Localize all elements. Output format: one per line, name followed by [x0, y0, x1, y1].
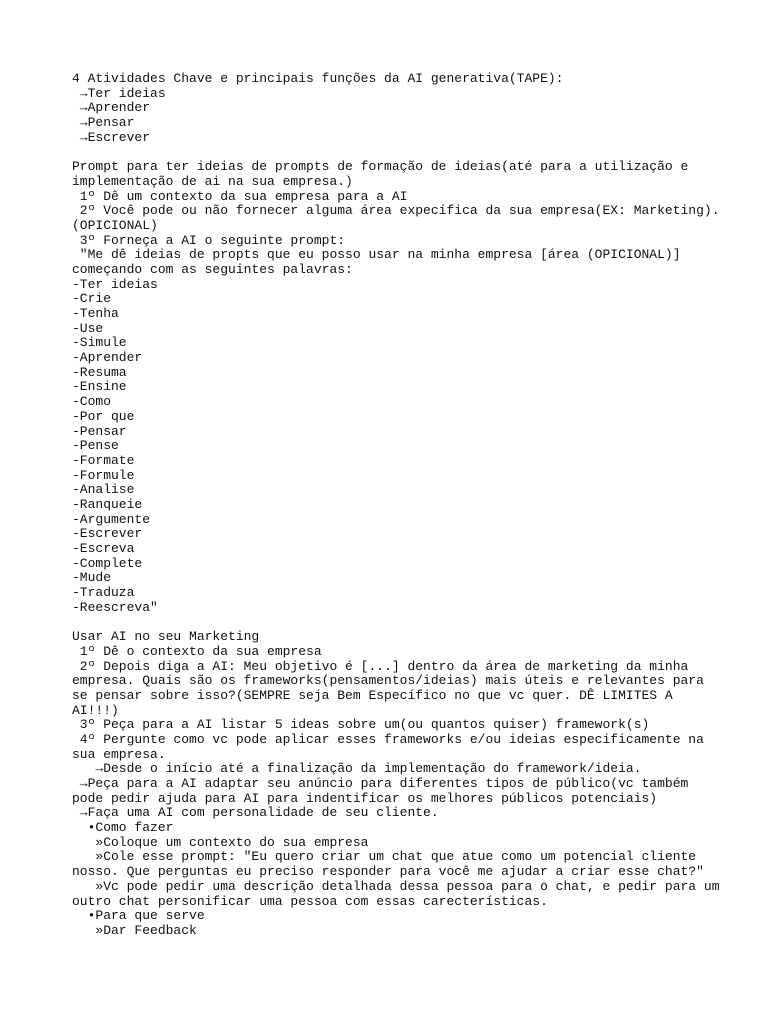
document-line: -Use — [72, 320, 104, 336]
document-line: Prompt para ter ideias de prompts de formação de ideias(até para a utilização e — [72, 159, 689, 175]
document-line: →Pensar — [72, 115, 135, 131]
document-line: -Simule — [72, 335, 127, 351]
document-line: -Aprender — [72, 350, 143, 366]
document-line: -Formule — [72, 467, 135, 483]
document-line: implementação de ai na sua empresa.) — [72, 173, 353, 189]
document-line: empresa. Quais são os frameworks(pensamentos/ideias) mais úteis e relevantes para — [72, 673, 704, 689]
document-line: -Pensar — [72, 423, 127, 439]
document-line: -Formate — [72, 452, 135, 468]
document-line: 2º Você pode ou não fornecer alguma área expecífica da sua empresa(EX: Marketing). — [72, 203, 720, 219]
document-line: »Vc pode pedir uma descrição detalhada dessa pessoa para o chat, e pedir para um — [72, 878, 720, 894]
document-line: •Para que serve — [72, 908, 205, 924]
document-line: →Peça para a AI adaptar seu anúncio para diferentes tipos de público(vc também — [72, 776, 689, 791]
document-line: começando com as seguintes palavras: — [72, 261, 353, 277]
document-line: -Complete — [72, 555, 143, 571]
document-line: -Analise — [72, 482, 135, 498]
document-line: -Argumente — [72, 511, 151, 527]
document-line: -Mude — [72, 570, 112, 586]
document-line: nosso. Que perguntas eu preciso responder para você me ajudar a criar esse chat?" — [72, 864, 704, 880]
document-line: -Traduza — [72, 585, 135, 601]
document-line: 2º Depois diga a AI: Meu objetivo é [...] dentro da área de marketing da minha — [72, 658, 689, 674]
document-line: outro chat personificar uma pessoa com essas carecterísticas. — [72, 893, 548, 909]
document-line: →Escrever — [72, 129, 151, 145]
document-line: 1º Dê o contexto da sua empresa — [72, 643, 322, 659]
document-line: -Escreva — [72, 541, 135, 556]
document-line: "Me dê ideias de propts que eu posso usar na minha empresa [área (OPICIONAL)] — [72, 247, 681, 263]
document-line: 4 Atividades Chave e principais funções da AI generativa(TAPE): — [72, 71, 564, 86]
document-page — [72, 71, 720, 939]
document-line: -Resuma — [72, 364, 127, 380]
document-line: -Ensine — [72, 379, 127, 395]
document-line: 4º Pergunte como vc pode aplicar esses frameworks e/ou ideias especificamente na — [72, 731, 704, 747]
document-line: 3º Peça para a AI listar 5 ideas sobre um(ou quantos quiser) framework(s) — [72, 717, 650, 733]
blank-line — [72, 615, 712, 630]
document-line: AI!!!) — [72, 702, 119, 718]
document-line: →Ter ideias — [72, 85, 166, 101]
document-line: →Faça uma AI com personalidade de seu cliente. — [72, 805, 439, 821]
document-line: -Como — [72, 394, 112, 410]
document-line: -Por que — [72, 408, 135, 424]
document-line: -Ranqueie — [72, 496, 143, 512]
document-line: -Reescreva" — [72, 599, 158, 615]
document-line: -Ter ideias — [72, 276, 158, 292]
document-line: pode pedir ajuda para AI para indentificar os melhores públicos potenciais) — [72, 790, 658, 806]
document-line: sua empresa. — [72, 746, 166, 762]
blank-line — [72, 145, 712, 160]
document-line: -Pense — [72, 438, 119, 454]
document-line: -Escrever — [72, 526, 143, 542]
document-body — [72, 71, 720, 939]
document-line: 3º Forneça a AI o seguinte prompt: — [72, 232, 346, 248]
document-line: •Como fazer — [72, 820, 174, 836]
document-line: 1º Dê um contexto da sua empresa para a AI — [72, 188, 408, 204]
document-line: se pensar sobre isso?(SEMPRE seja Bem Específico no que vc quer. DÊ LIMITES A — [72, 687, 673, 703]
document-line: Usar AI no seu Marketing — [72, 629, 260, 645]
document-line: (OPICIONAL) — [72, 217, 158, 233]
document-line: »Cole esse prompt: "Eu quero criar um chat que atue como um potencial cliente — [72, 849, 697, 865]
document-line: →Aprender — [72, 100, 151, 116]
document-line: »Dar Feedback — [72, 922, 197, 938]
document-line: -Tenha — [72, 306, 119, 321]
document-line: -Crie — [72, 291, 112, 307]
document-line: →Desde o início até a finalização da implementação do framework/ideia. — [72, 761, 642, 777]
document-line: »Coloque um contexto do sua empresa — [72, 834, 369, 850]
